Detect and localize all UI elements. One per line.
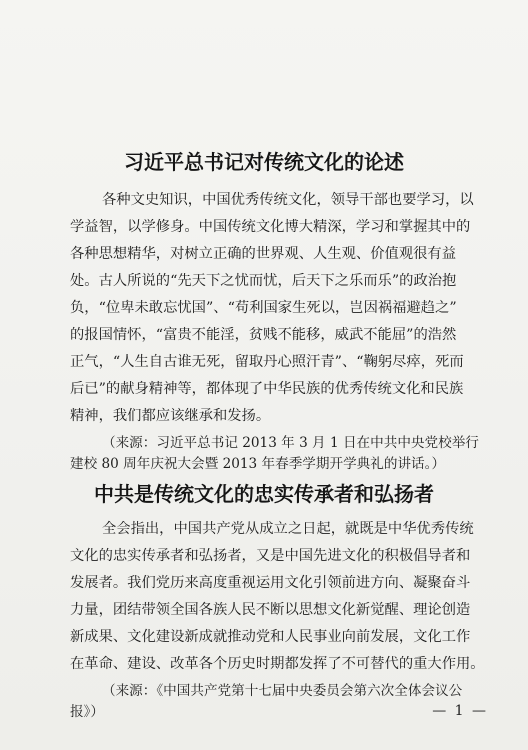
page-number: — 1 — [432, 703, 488, 719]
section-2-title: 中共是传统文化的忠实传承者和弘扬者 [94, 482, 434, 506]
section-1-source: 建校 80 周年庆祝大会暨 2013 年春季学期开学典礼的讲话。） [70, 456, 446, 472]
section-1-line: 后已”的献身精神等，都体现了中华民族的优秀传统文化和民族 [70, 381, 464, 397]
section-2-line: 发展者。我们党历来高度重视运用文化引领前进方向、凝聚奋斗 [70, 575, 471, 591]
bleed-through-text [255, 124, 495, 142]
section-2-line: 全会指出，中国共产党从成立之日起，就既是中华优秀传统 [102, 521, 474, 537]
section-1-line: 各种思想精华，对树立正确的世界观、人生观、价值观很有益 [70, 246, 457, 262]
section-2-line: 文化的忠实传承者和弘扬者，又是中国先进文化的积极倡导者和 [70, 548, 471, 564]
section-1-line: 正气，“人生自古谁无死，留取丹心照汗青”、“鞠躬尽瘁，死而 [70, 354, 464, 370]
section-2-line: 在革命、建设、改革各个历史时期都发挥了不可替代的重大作用。 [70, 656, 485, 672]
section-1-title: 习近平总书记对传统文化的论述 [124, 150, 404, 174]
section-2-source: （来源：《中国共产党第十七届中央委员会第六次全体会议公 [102, 683, 463, 699]
section-1-line: 精神，我们都应该继承和发扬。 [70, 408, 271, 424]
section-1-line: 的报国情怀，“富贵不能淫，贫贱不能移，威武不能屈”的浩然 [70, 327, 457, 343]
section-1-line: 学益智，以学修身。中国传统文化博大精深，学习和掌握其中的 [70, 219, 471, 235]
section-2-source: 报》） [70, 704, 104, 720]
section-1-line: 负，“位卑未敢忘忧国”、“苟利国家生死以，岂因祸福避趋之” [70, 300, 457, 316]
section-2-line: 力量，团结带领全国各族人民不断以思想文化新觉醒、理论创造 [70, 602, 471, 618]
section-1-source: （来源：习近平总书记 2013 年 3 月 1 日在中共中央党校举行 [102, 435, 479, 451]
section-1-line: 处。古人所说的“先天下之忧而忧，后天下之乐而乐”的政治抱 [70, 273, 457, 289]
section-2-line: 新成果、文化建设新成就推动党和人民事业向前发展，文化工作 [70, 629, 471, 645]
section-1-line: 各种文史知识，中国优秀传统文化，领导干部也要学习，以 [102, 192, 474, 208]
